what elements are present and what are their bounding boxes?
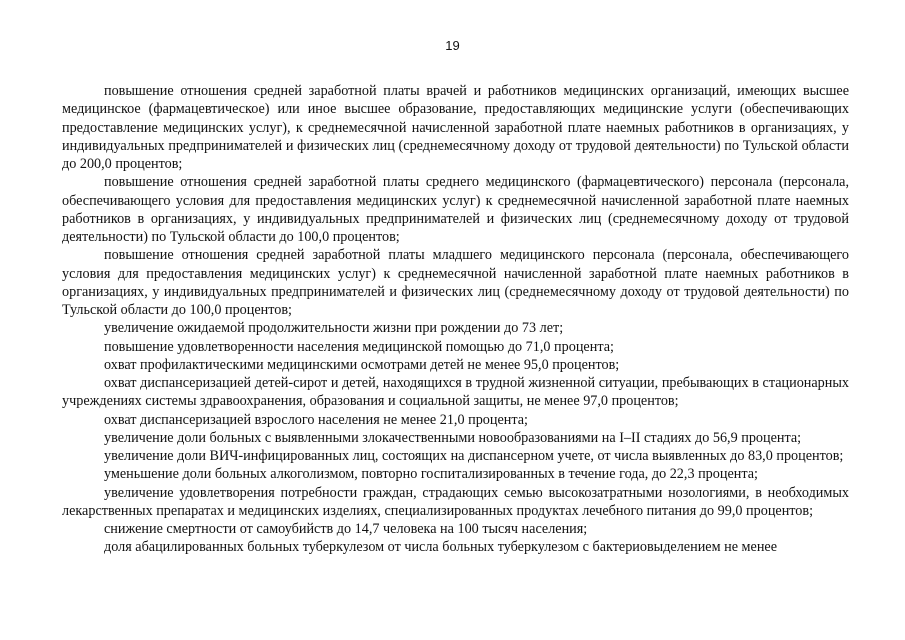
paragraph-suicide-mortality: снижение смертности от самоубийств до 14,7 человека на 100 тысяч населения; <box>104 521 588 537</box>
paragraph-hiv-registration: увеличение доли ВИЧ-инфицированных лиц, состоящих на диспансерном учете, от числа выявленных до 83,0 процентов; <box>104 448 844 464</box>
document-body <box>62 82 849 557</box>
paragraph-tuberculosis: доля абацилированных больных туберкулезом от числа больных туберкулезом с бактериовыделением не менее <box>104 539 778 556</box>
paragraph-life-expectancy: увеличение ожидаемой продолжительности жизни при рождении до 73 лет; <box>104 320 564 337</box>
paragraph-adult-screening: охват диспансеризацией взрослого населения не менее 21,0 процента; <box>104 411 528 428</box>
paragraph-cancer-detection: увеличение доли больных с выявленными злокачественными новообразованиями на I–II стадиях до 56,9 процента; <box>104 429 802 446</box>
paragraph-orphan-screening: охват диспансеризацией детей-сирот и детей, находящихся в трудной жизненной ситуации, пребывающих в стационарных учреждениях системы здравоохранения, образования и социальной защиты, не менее 97,0 процентов; <box>62 375 849 410</box>
page-number: 19 <box>445 38 460 53</box>
paragraph-rare-diseases: увеличение удовлетворения потребности граждан, страдающих семью высокозатратными нозологиями, в необходимых лекарственных препаратах и медицинских изделиях, специализированных продуктах лечебного питания до 99,0 процентов; <box>62 484 849 519</box>
paragraph-alcoholism: уменьшение доли больных алкоголизмом, повторно госпитализированных в течение года, до 22,3 процента; <box>104 466 758 483</box>
paragraph-satisfaction: повышение удовлетворенности населения медицинской помощью до 71,0 процента; <box>104 338 614 355</box>
paragraph-junior-staff-salary: повышение отношения средней заработной платы младшего медицинского персонала (персонала, обеспечивающего условия для предоставления медицинских услуг) к среднемесячной начисленной заработной плате наемных работников в организациях, у индивидуальных предпринимателей и физических лиц (среднемесячному доходу от трудовой деятельности) по Тульской области до 100,0 процентов; <box>62 247 849 318</box>
paragraph-child-checkups: охват профилактическими медицинскими осмотрами детей не менее 95,0 процентов; <box>104 356 620 373</box>
paragraph-mid-staff-salary: повышение отношения средней заработной платы среднего медицинского (фармацевтического) персонала (персонала, обеспечивающего условия для предоставления медицинских услуг) к среднемесячной начисленной заработной плате наемных работников в организациях, у индивидуальных предпринимателей и физических лиц (среднемесячному доходу от трудовой деятельности) по Тульской области до 100,0 процентов; <box>62 174 849 245</box>
paragraph-doctor-salary: повышение отношения средней заработной платы врачей и работников медицинских организаций, имеющих высшее медицинское (фармацевтическое) или иное высшее образование, предоставляющих медицинские услуги (обеспечивающих предоставление медицинских услуг), к среднемесячной начисленной заработной плате наемных работников в организациях, у индивидуальных предпринимателей и физических лиц (среднемесячному доходу от трудовой деятельности) по Тульской области до 200,0 процентов; <box>62 83 849 172</box>
